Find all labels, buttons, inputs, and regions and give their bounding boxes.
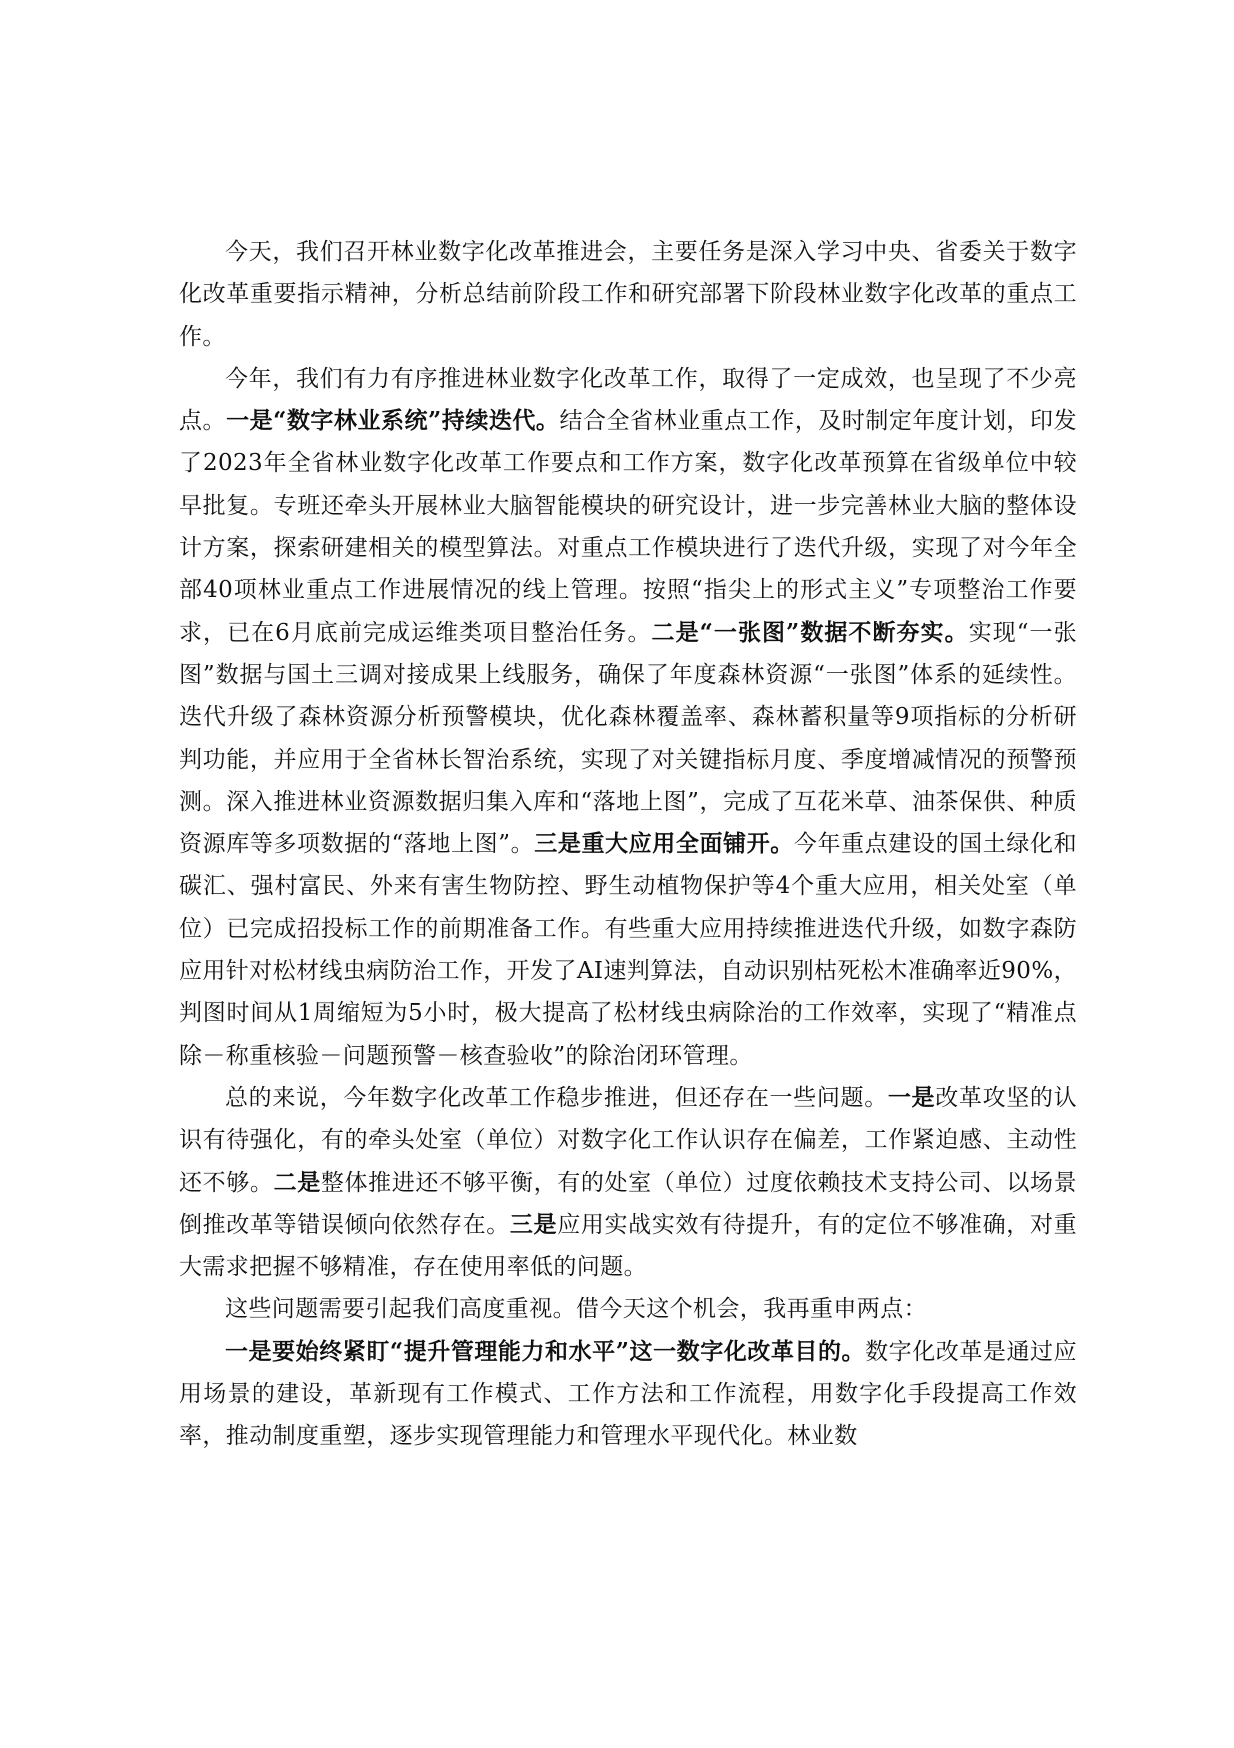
paragraph-intro [179, 231, 1077, 358]
text-segment: 整体推进还不够平衡，有的处室（单位）过度依赖技术支持公司、以场景倒推改革等错误倾向依然存在。 [179, 1169, 1077, 1238]
paragraph-achievements [179, 358, 1077, 1077]
text-segment: 改革攻坚的认识有待强化，有的牵头处室（单位）对数字化工作认识存在偏差，工作紧迫感、主动性还不够。 [179, 1084, 1078, 1196]
bold-marker-two: 二是 [273, 1168, 321, 1196]
bold-point-heading: 一是要始终紧盯“提升管理能力和水平”这一数字化改革目的。 [225, 1337, 866, 1365]
bold-marker-three: 三是 [509, 1210, 558, 1238]
text-segment: 今年，我们有力有序推进林业数字化改革工作，取得了一定成效，也呈现了不少亮点。 [179, 365, 1077, 435]
paragraph-transition [179, 1288, 1077, 1330]
text-segment: 今年重点建设的国土绿化和碳汇、强村富民、外来有害生物防控、野生动植物保护等4个重大应用，相关处室（单位）已完成招投标工作的前期准备工作。有些重大应用持续推进迭代升级，如数字森防应用针对松材线虫病防治工作，开发了AI速判算法，自动识别枯死松木准确率近90%，判图时间从1周缩短为5小时，极大提高了松材线虫病除治的工作效率，实现了“精准点除－称重核验－问题预警－核查验收”的除治闭环管理。 [179, 831, 1077, 1069]
text-segment: 总的来说，今年数字化改革工作稳步推进，但还存在一些问题。 [225, 1084, 888, 1111]
text-segment: 今天，我们召开林业数字化改革推进会，主要任务是深入学习中央、省委关于数字化改革重要指示精神，分析总结前阶段工作和研究部署下阶段林业数字化改革的重点工作。 [179, 239, 1077, 350]
bold-marker-one: 一是 [887, 1083, 936, 1111]
text-segment: 结合全省林业重点工作，及时制定年度计划，印发了2023年全省林业数字化改革工作要点和工作方案，数字化改革预算在省级单位中较早批复。专班还牵头开展林业大脑智能模块的研究设计，进一步完善林业大脑的整体设计方案，探索研建相关的模型算法。对重点工作模块进行了迭代升级，实现了对今年全部40项林业重点工作进展情况的线上管理。按照“指尖上的形式主义”专项整治工作要求，已在6月底前完成运维类项目整治任务。 [179, 408, 1077, 646]
paragraph-problems [179, 1077, 1077, 1288]
bold-heading-three: 三是重大应用全面铺开。 [534, 830, 794, 858]
document-body [179, 231, 1077, 1458]
paragraph-point-one [179, 1331, 1077, 1458]
text-segment: 应用实战实效有待提升，有的定位不够准确，对重大需求把握不够精准，存在使用率低的问题。 [179, 1211, 1077, 1281]
text-segment: 实现“一张图”数据与国土三调对接成果上线服务，确保了年度森林资源“一张图”体系的延续性。迭代升级了森林资源分析预警模块，优化森林覆盖率、森林蓄积量等9项指标的分析研判功能，并应用于全省林长智治系统，实现了对关键指标月度、季度增减情况的预警预测。深入推进林业资源数据归集入库和“落地上图”，完成了互花米草、油茶保供、种质资源库等多项数据的“落地上图”。 [179, 619, 1077, 858]
bold-heading-two: 二是“一张图”数据不断夯实。 [651, 618, 969, 646]
text-segment: 这些问题需要引起我们高度重视。借今天这个机会，我再重申两点： [225, 1296, 927, 1323]
bold-heading-one: 一是“数字林业系统”持续迭代。 [226, 407, 560, 435]
text-segment: 数字化改革是通过应用场景的建设，革新现有工作模式、工作方法和工作流程，用数字化手段提高工作效率，推动制度重塑，逐步实现管理能力和管理水平现代化。林业数 [179, 1338, 1077, 1450]
